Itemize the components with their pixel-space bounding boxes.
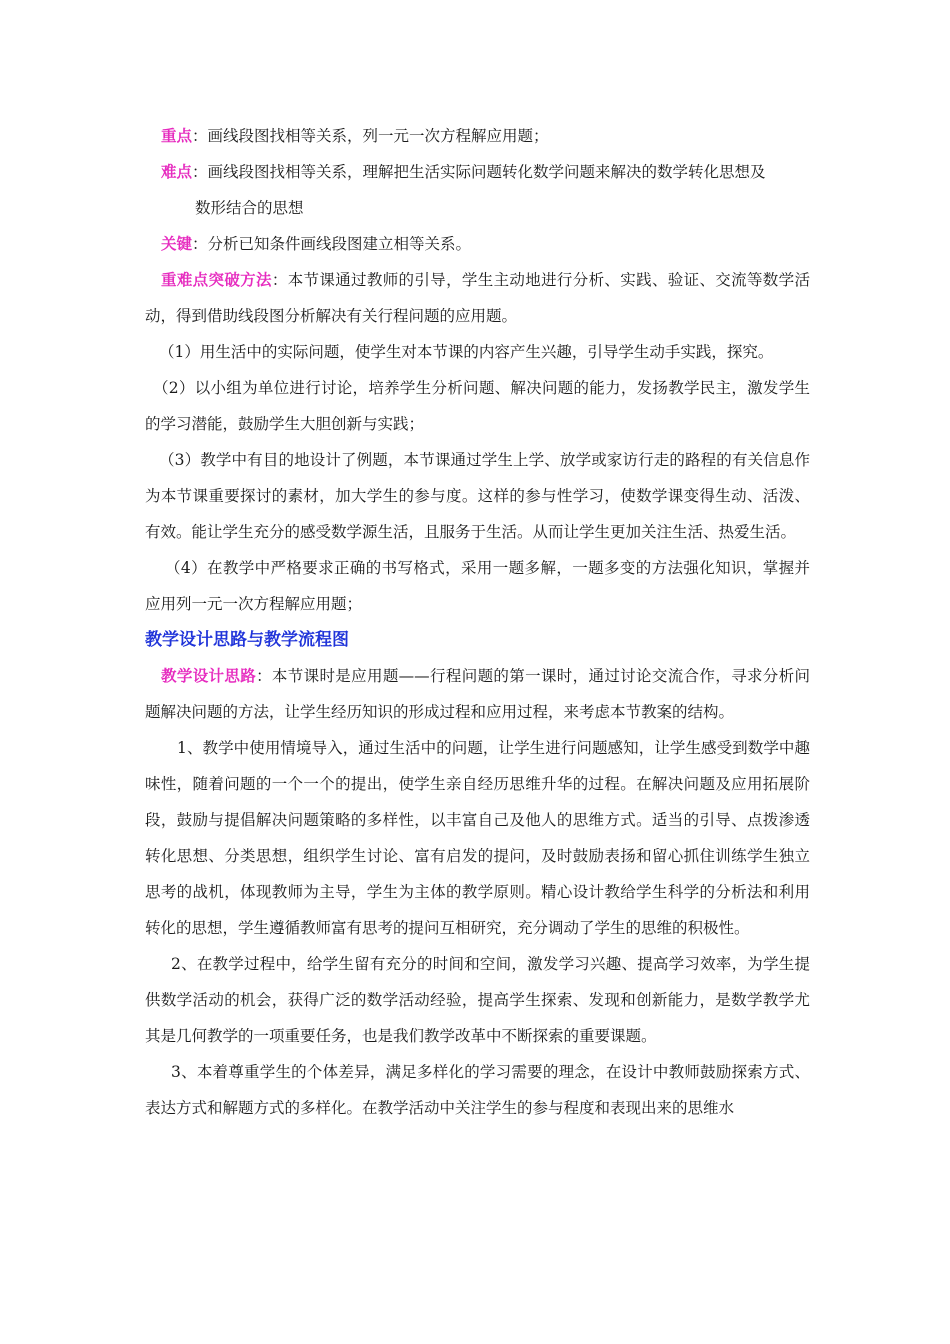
method-item-1: （1）用生活中的实际问题，使学生对本节课的内容产生兴趣，引导学生动手实践，探究。 — [159, 343, 774, 361]
design-label: 教学设计思路 — [161, 667, 257, 685]
method-item-2: （2）以小组为单位进行讨论，培养学生分析问题、解决问题的能力，发扬教学民主，激发学生的学习潜能，鼓励学生大胆创新与实践； — [145, 379, 810, 433]
design-intro-paragraph — [145, 658, 810, 730]
design-paragraph-2: 2、在教学过程中，给学生留有充分的时间和空间，激发学习兴趣、提高学习效率，为学生提供数学活动的机会，获得广泛的数学活动经验，提高学生探索、发现和创新能力，是数学教学尤其是几何教学的一项重要任务，也是我们教学改革中不断探索的重要课题。 — [145, 955, 810, 1045]
method-item-3: （3）教学中有目的地设计了例题，本节课通过学生上学、放学或家访行走的路程的有关信息作为本节课重要探讨的素材，加大学生的参与度。这样的参与性学习，使数学课变得生动、活泼、有效。能让学生充分的感受数学源生活，且服务于生活。从而让学生更加关注生活、热爱生活。 — [145, 451, 810, 541]
key-point-line — [145, 118, 810, 154]
difficulty-continuation: 数形结合的思想 — [195, 199, 304, 217]
key-text: ：分析已知条件画线段图建立相等关系。 — [192, 235, 472, 253]
key-point-text: ：画线段图找相等关系，列一元一次方程解应用题； — [192, 127, 549, 145]
key-point-label: 重点 — [161, 127, 193, 145]
document-page — [145, 118, 810, 1126]
difficulty-label: 难点 — [161, 163, 193, 181]
design-paragraph-3: 3、本着尊重学生的个体差异，满足多样化的学习需要的理念，在设计中教师鼓励探索方式、表达方式和解题方式的多样化。在教学活动中关注学生的参与程度和表现出来的思维水 — [145, 1063, 810, 1117]
key-label: 关键 — [161, 235, 193, 253]
difficulty-text: ：画线段图找相等关系，理解把生活实际问题转化数学问题来解决的数学转化思想及 — [192, 163, 766, 181]
method-item-4: （4）在教学中严格要求正确的书写格式，采用一题多解，一题多变的方法强化知识，掌握并应用列一元一次方程解应用题； — [145, 559, 810, 613]
design-intro-text: ：本节课时是应用题——行程问题的第一课时，通过讨论交流合作，寻求分析问题解决问题的方法，让学生经历知识的形成过程和应用过程，来考虑本节教案的结构。 — [145, 667, 810, 721]
key-line — [145, 226, 810, 262]
design-paragraph-1: 1、教学中使用情境导入，通过生活中的问题，让学生进行问题感知，让学生感受到数学中趣味性，随着问题的一个一个的提出，使学生亲自经历思维升华的过程。在解决问题及应用拓展阶段，鼓励与提倡解决问题策略的多样性，以丰富自己及他人的思维方式。适当的引导、点拨渗透转化思想、分类思想，组织学生讨论、富有启发的提问，及时鼓励表扬和留心抓住训练学生独立思考的战机，体现教师为主导，学生为主体的教学原则。精心设计教给学生科学的分析法和利用转化的思想，学生遵循教师富有思考的提问互相研究，充分调动了学生的思维的积极性。 — [145, 739, 810, 937]
breakthrough-method-paragraph — [145, 262, 810, 334]
section-heading: 教学设计思路与教学流程图 — [145, 630, 349, 650]
difficulty-line — [145, 154, 810, 190]
breakthrough-method-label: 重难点突破方法 — [161, 271, 272, 289]
breakthrough-method-text: ：本节课通过教师的引导，学生主动地进行分析、实践、验证、交流等数学活动，得到借助线段图分析解决有关行程问题的应用题。 — [145, 271, 810, 325]
